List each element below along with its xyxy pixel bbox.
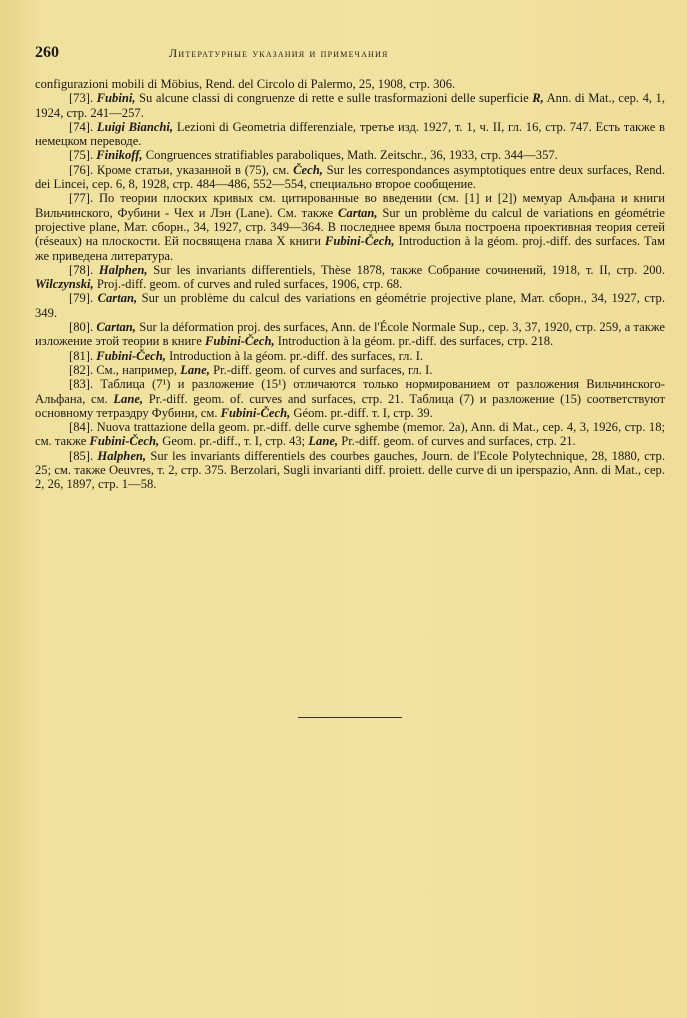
reference-text: Congruences stratifiables paraboliques, Math. Zeitschr., 36, 1933, стр. 344—357.	[142, 148, 558, 163]
reference-text: [74].	[69, 119, 97, 134]
author-name: Fubini-Čech,	[324, 234, 395, 249]
author-name: Luigi Bianchi,	[96, 119, 174, 134]
reference-text: Su alcune classi di congruenze di rette e sulle trasformazioni delle superficie	[135, 91, 533, 106]
author-name: Lane,	[180, 362, 210, 377]
author-name: Lane,	[308, 434, 339, 449]
reference-text: [80].	[69, 320, 97, 335]
author-name: Fubini-Čech,	[205, 334, 275, 349]
reference-text: Introduction à la géom. pr.-diff. des surfaces, стр. 218.	[274, 334, 554, 349]
reference-text: Pr.-diff. geom. of curves and surfaces, гл. I.	[209, 362, 433, 377]
running-head: Литературные указания и примечания	[169, 46, 389, 60]
reference-text: Introduction à la géom. proj.-diff. des surfaces. Там же приведена литература.	[35, 234, 665, 263]
author-name: Fubini-Čech,	[96, 348, 166, 363]
reference-text: [78].	[69, 262, 99, 277]
reference-text: [79].	[69, 291, 98, 306]
author-name: Halphen,	[98, 262, 148, 277]
reference-paragraph	[35, 349, 665, 363]
reference-text: Pr.-diff. geom. of curves and surfaces, стр. 21.	[338, 434, 576, 449]
reference-paragraph	[35, 363, 665, 377]
reference-paragraph	[35, 263, 665, 292]
page-header	[35, 44, 665, 68]
author-name: Cartan,	[96, 320, 136, 335]
reference-paragraph	[35, 320, 665, 349]
reference-text: [83]. Таблица (7¹) и разложение (15¹) отличаются только нормированием от разложения Вильчинского-Альфана, см.	[35, 377, 665, 406]
reference-text: Introduction à la géom. pr.-diff. des surfaces, гл. I.	[165, 348, 424, 363]
reference-text: Ann. di Mat., сер. 4, 1, 1924, стр. 241—257.	[35, 91, 665, 120]
reference-text: Sur les invariants differentiels des courbes gauches, Journ. de l'Ecole Polytechnique, 28, 1880, стр. 25; см. также Oeuvres, т. 2, стр. 375. Berzolari, Sugli invarianti diff. proiett. delle curve di un iperspazio, Ann. di Mat., сер. 2, 26, 1897, стр. 1—58.	[35, 448, 665, 492]
references-text	[35, 77, 665, 492]
reference-text: [73].	[69, 91, 97, 106]
reference-text: Sur les invariants differentiels, Thèse 1878, также Собрание сочинений, 1918, т. II, стр. 200.	[147, 262, 666, 277]
author-name: Čech,	[293, 162, 323, 177]
author-name: Finikoff,	[96, 148, 143, 163]
reference-text: [75].	[69, 148, 97, 163]
author-name: Lane,	[113, 391, 144, 406]
reference-text: [85].	[69, 448, 98, 463]
reference-text: Pr.-diff. geom. of. curves and surfaces, стр. 21. Таблица (7) и разложение (15) соответствуют основному тетраэдру Фубини, см.	[35, 391, 665, 420]
reference-text: Sur un problème du calcul des variations en géométrie projective plane, Мат. сборн., 34, 1927, стр. 349.	[35, 291, 665, 320]
reference-text: Geom. pr.-diff., т. I, стр. 43;	[159, 434, 309, 449]
author-name: Fubini-Čech,	[220, 405, 291, 420]
reference-text: Sur la déformation proj. des surfaces, Ann. de l'École Normale Sup., сер. 3, 37, 1920, стр. 259, а также изложение этой теории в книге	[35, 320, 665, 349]
reference-paragraph	[35, 449, 665, 492]
author-name: R,	[532, 91, 544, 106]
reference-paragraph	[35, 420, 665, 449]
reference-paragraph	[35, 163, 665, 192]
author-name: Fubini-Čech,	[89, 434, 160, 449]
reference-text: configurazioni mobili di Möbius, Rend. del Circolo di Palermo, 25, 1908, стр. 306.	[35, 77, 456, 91]
reference-paragraph	[35, 291, 665, 320]
reference-text: Géom. pr.-diff. т. I, стр. 39.	[290, 405, 433, 420]
reference-paragraph	[35, 77, 665, 91]
end-rule	[298, 717, 402, 718]
reference-text: Lezioni di Geometria differenziale, третье изд. 1927, т. 1, ч. II, гл. 16, стр. 747. Есть также в немецком переводе.	[35, 119, 665, 149]
reference-text: [84]. Nuova trattazione della geom. pr.-diff. delle curve sghembe (memor. 2a), Ann. di Mat., сер. 4, 3, 1926, стр. 18; см. также	[35, 420, 665, 449]
author-name: Cartan,	[338, 205, 378, 220]
reference-text: [76]. Кроме статьи, указанной в (75), см.	[69, 162, 294, 177]
reference-paragraph	[35, 377, 665, 420]
reference-text: Sur les correspondances asymptotiques entre deux surfaces, Rend. dei Lincei, сер. 6, 8, 1928, стр. 484—486, 552—554, специально второе сообщение.	[35, 162, 665, 192]
reference-text: [77]. По теории плоских кривых см. цитированные во введении (см. [1] и [2]) мемуар Альфана и книги Вильчинского, Фубини - Чех и Лэн (Lane). См. также	[35, 191, 665, 220]
author-name: Cartan,	[97, 291, 138, 306]
reference-paragraph	[35, 191, 665, 262]
reference-paragraph	[35, 120, 665, 149]
reference-paragraph	[35, 91, 665, 120]
reference-text: Sur un problème du calcul de variations en géométrie projective plane, Мат. сборн., 34, 1927, стр. 349—364. В последнее время была построена проективная теория сетей (réseaux) на плоскости. Ей посвящена глава X книги	[35, 205, 665, 249]
author-name: Fubini,	[96, 91, 136, 106]
reference-text: Proj.-diff. geom. of curves and ruled surfaces, 1906, стр. 68.	[93, 277, 403, 292]
reference-text: [82]. См., например,	[69, 362, 181, 377]
reference-paragraph	[35, 148, 665, 162]
reference-text: [81].	[69, 348, 97, 363]
author-name: Halphen,	[97, 448, 147, 463]
author-name: Wilczynski,	[35, 277, 94, 292]
page-number: 260	[35, 44, 59, 61]
